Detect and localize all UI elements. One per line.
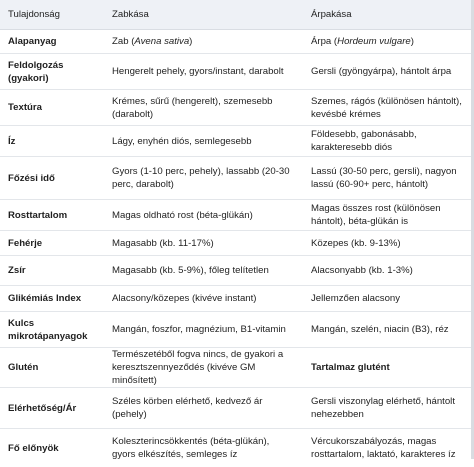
table-row [0,348,474,388]
row-property: Zsír [0,256,104,286]
table-row [0,388,474,429]
table-header [0,0,474,30]
row-barley-value: Közepes (kb. 9-13%) [303,231,474,256]
table-row [0,200,474,231]
row-barley-value [303,30,474,54]
table-row [0,126,474,157]
row-oat-value: Krémes, sűrű (hengerelt), szemesebb (darabolt) [104,90,303,126]
header-property: Tulajdonság [0,0,104,30]
oat-text: Zab ( [112,36,134,47]
table-row [0,312,474,348]
row-barley-value: Földesebb, gabonásabb, karakteresebb diós [303,126,474,157]
row-oat-value: Természetéből fogva nincs, de gyakori a keresztszennyeződés (kivéve GM minősített) [104,348,303,388]
table-row [0,30,474,54]
row-property: Fő előnyök [0,429,104,467]
row-oat-value: Magas oldható rost (béta-glükán) [104,200,303,231]
row-oat-value: Magasabb (kb. 5-9%), főleg telítetlen [104,256,303,286]
row-barley-value: Vércukorszabályozás, magas rosttartalom, laktató, karakteres íz [303,429,474,467]
table-row [0,90,474,126]
row-property: Rosttartalom [0,200,104,231]
row-property: Feldolgozás (gyakori) [0,54,104,90]
barley-text-end: ) [411,36,414,47]
table-row [0,54,474,90]
row-barley-value: Lassú (30-50 perc, gersli), nagyon lassú (60-90+ perc, hántolt) [303,157,474,200]
table-row [0,256,474,286]
header-barley-porridge: Árpakása [303,0,474,30]
table-row [0,286,474,312]
oat-text-end: ) [189,36,192,47]
table-row [0,429,474,467]
header-oat-porridge: Zabkása [104,0,303,30]
row-barley-value: Alacsonyabb (kb. 1-3%) [303,256,474,286]
header-row [0,0,474,30]
oat-latin-name: Avena sativa [134,36,189,47]
barley-gluten-emphasis: Tartalmaz glutént [311,362,390,373]
row-oat-value [104,30,303,54]
row-property: Elérhetőség/Ár [0,388,104,429]
row-oat-value: Magasabb (kb. 11-17%) [104,231,303,256]
table-row [0,231,474,256]
row-oat-value: Mangán, foszfor, magnézium, B1-vitamin [104,312,303,348]
row-oat-value: Gyors (1-10 perc, pehely), lassabb (20-30 perc, darabolt) [104,157,303,200]
row-property: Íz [0,126,104,157]
row-barley-value: Magas összes rost (különösen hántolt), béta-glükán is [303,200,474,231]
row-property: Kulcs mikrotápanyagok [0,312,104,348]
barley-latin-name: Hordeum vulgare [337,36,411,47]
row-barley-value: Gersli (gyöngyárpa), hántolt árpa [303,54,474,90]
row-barley-value [303,348,474,388]
table-body [0,30,474,467]
row-oat-value: Széles körben elérhető, kedvező ár (pehely) [104,388,303,429]
row-property: Glutén [0,348,104,388]
row-property: Fehérje [0,231,104,256]
row-barley-value: Szemes, rágós (különösen hántolt), kevésbé krémes [303,90,474,126]
row-property: Textúra [0,90,104,126]
row-property: Glikémiás Index [0,286,104,312]
row-oat-value: Alacsony/közepes (kivéve instant) [104,286,303,312]
row-property: Főzési idő [0,157,104,200]
row-oat-value: Koleszterincsökkentés (béta-glükán), gyors elkészítés, semleges íz [104,429,303,467]
row-barley-value: Gersli viszonylag elérhető, hántolt nehezebben [303,388,474,429]
row-barley-value: Mangán, szelén, niacin (B3), réz [303,312,474,348]
row-oat-value: Lágy, enyhén diós, semlegesebb [104,126,303,157]
row-oat-value: Hengerelt pehely, gyors/instant, darabolt [104,54,303,90]
table-row [0,157,474,200]
row-barley-value: Jellemzően alacsony [303,286,474,312]
barley-text: Árpa ( [311,36,337,47]
row-property: Alapanyag [0,30,104,54]
